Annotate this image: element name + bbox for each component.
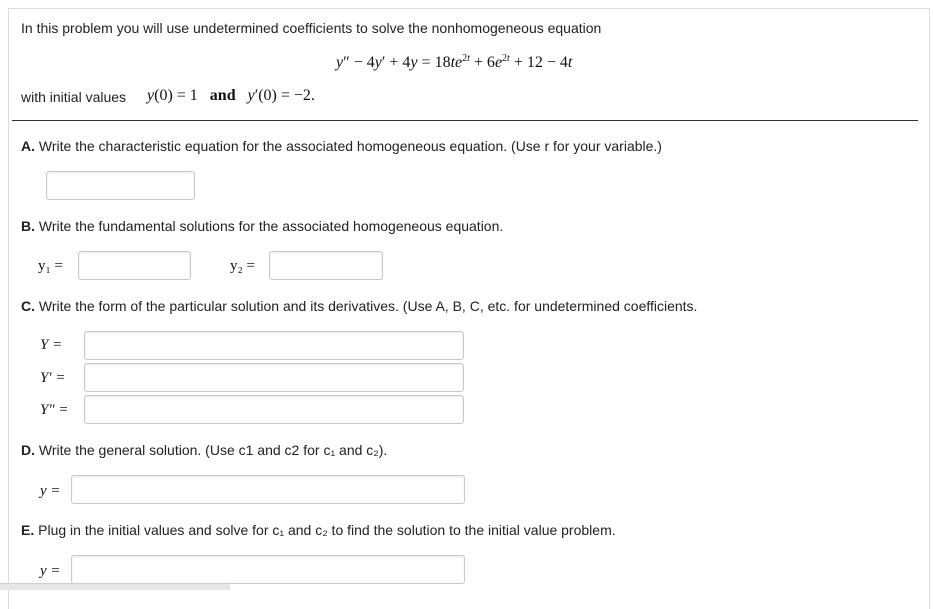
y2-input[interactable] [269,251,383,280]
y2-label: y₂ = [230,258,255,274]
Y-prime-input[interactable] [84,363,464,392]
general-solution-input[interactable] [71,475,465,504]
Y-double-prime-label: Y″ = [40,402,69,418]
ivp-solution-input[interactable] [71,555,465,584]
general-solution-label: y = [40,483,61,499]
Y-label: Y = [40,337,63,353]
section-d-prompt: D. Write the general solution. (Use c1 and c2 for c₁ and c₂). [21,442,388,458]
section-a-prompt: A. Write the characteristic equation for the associated homogeneous equation. (Use r for your variable.) [21,138,662,154]
Y-double-prime-input[interactable] [84,395,464,424]
ivp-solution-label: y = [40,563,61,579]
main-equation: $y'' - 4y' + 4y = 18te^{2t} + 6e^{2t} + 12 - 4t$ [336,53,573,71]
characteristic-equation-input[interactable] [46,171,195,200]
Y-prime-label: Y′ = [40,370,66,386]
intro-text: In this problem you will use undetermined coefficients to solve the nonhomogeneous equation [21,20,602,36]
Y-input[interactable] [84,331,464,360]
section-c-prompt: C. Write the form of the particular solution and its derivatives. (Use A, B, C, etc. for undetermined coefficients. [21,298,698,314]
y1-input[interactable] [78,251,191,280]
initial-values: y(0) = 1 and y′(0) = −2. [147,87,315,104]
y1-label: y₁ = [38,258,63,274]
initial-values-label: with initial values [21,89,127,105]
divider [12,120,918,121]
section-e-prompt: E. Plug in the initial values and solve for c₁ and c₂ to find the solution to the initial value problem. [21,522,616,538]
section-b-prompt: B. Write the fundamental solutions for the associated homogeneous equation. [21,218,504,234]
